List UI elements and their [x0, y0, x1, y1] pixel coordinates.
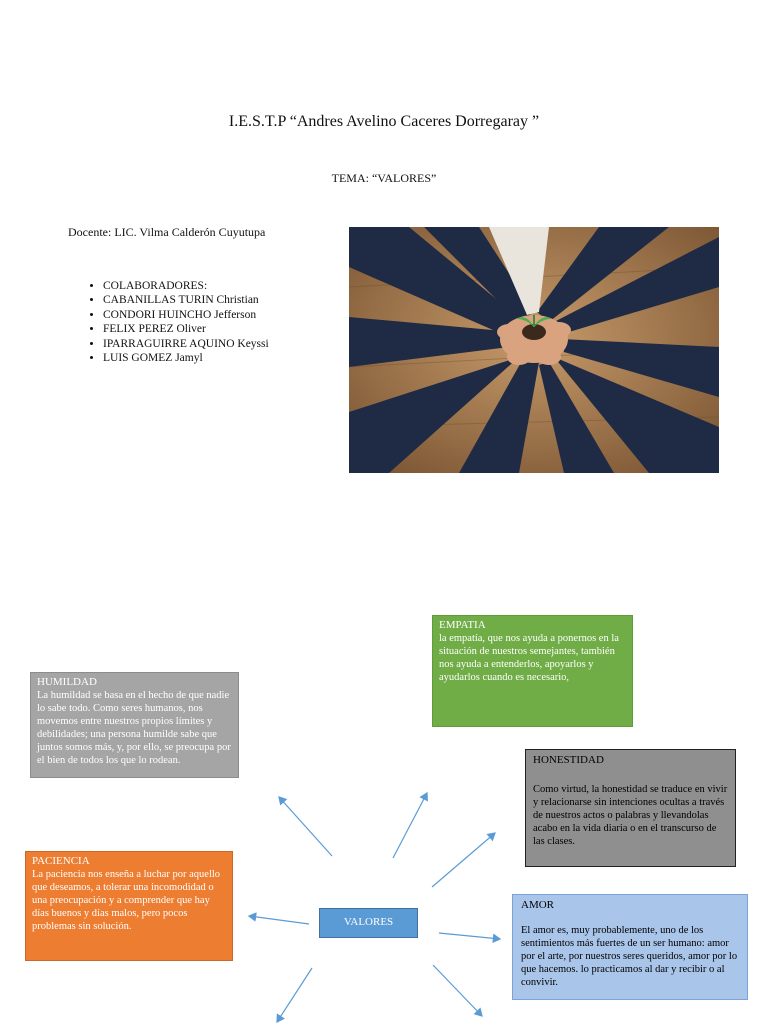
empatia-box [432, 615, 633, 727]
amor-title: AMOR [521, 899, 555, 911]
empatia-text: la empatía, que nos ayuda a ponernos en la situación de nuestros semejantes, también nos ayuda a entenderlos, apoyarlos y ayudarlos cuando es necesario, [439, 633, 619, 683]
arrow-down-left [277, 968, 312, 1022]
teacher-name: Docente: LIC. Vilma Calderón Cuyutupa [68, 225, 266, 239]
school-title: I.E.S.T.P “Andres Avelino Caceres Dorregaray ” [228, 113, 540, 130]
valores-label: VALORES [343, 916, 394, 928]
amor-text: El amor es, muy probablemente, uno de los sentimientos más fuertes de un ser humano: amor por el arte, por nuestros seres queridos, amor por lo que hacemos. lo practicamos al dar y recibir o al convivir. [521, 925, 738, 988]
list-item: • CONDORI HUINCHO Jefferson [103, 308, 269, 322]
honestidad-text: Como virtud, la honestidad se traduce en vivir y relacionarse sin intenciones ocultas a través de nuestros actos o palabras y llevandolas acabo en la vida diaria o en el transcurso de las clases. [533, 784, 728, 847]
list-item: • CABANILLAS TURIN Christian [103, 293, 269, 307]
humildad-title: HUMILDAD [37, 676, 97, 688]
paciencia-text: La paciencia nos enseña a luchar por aquello que deseamos, a tolerar una incomodidad o una preocupación y a comprender que hay días buenos y días malos, pero pocos problemas sin solución. [32, 869, 221, 932]
list-item: • IPARRAGUIRRE AQUINO Keyssi [103, 337, 269, 351]
arrow-to-paciencia [249, 916, 309, 924]
list-item: • LUIS GOMEZ Jamyl [103, 351, 269, 365]
arrow-to-amor [439, 933, 500, 939]
topic-title: TEMA: “VALORES” [331, 171, 437, 185]
honestidad-box [525, 749, 736, 867]
empatia-title: EMPATIA [439, 619, 486, 631]
humildad-text: La humildad se basa en el hecho de que nadie lo sabe todo. Como seres humanos, nos movemos entre nuestros propios límites y debilidades; una persona humilde sabe que juntos somos más, y, por ello, se preocupa por el bien de todos los que lo rodean. [37, 690, 231, 766]
paciencia-box [25, 851, 233, 961]
arrow-to-empatia [393, 793, 427, 858]
arrow-to-humildad [279, 797, 332, 856]
arrow-to-honestidad [432, 833, 495, 887]
arrow-down-right [433, 965, 482, 1016]
list-item: • COLABORADORES: [103, 279, 269, 293]
humildad-box [30, 672, 239, 778]
list-item: • FELIX PEREZ Oliver [103, 322, 269, 336]
amor-box [512, 894, 748, 1000]
honestidad-title: HONESTIDAD [533, 754, 604, 766]
paciencia-title: PACIENCIA [32, 855, 90, 867]
valores-center-box [319, 908, 418, 938]
